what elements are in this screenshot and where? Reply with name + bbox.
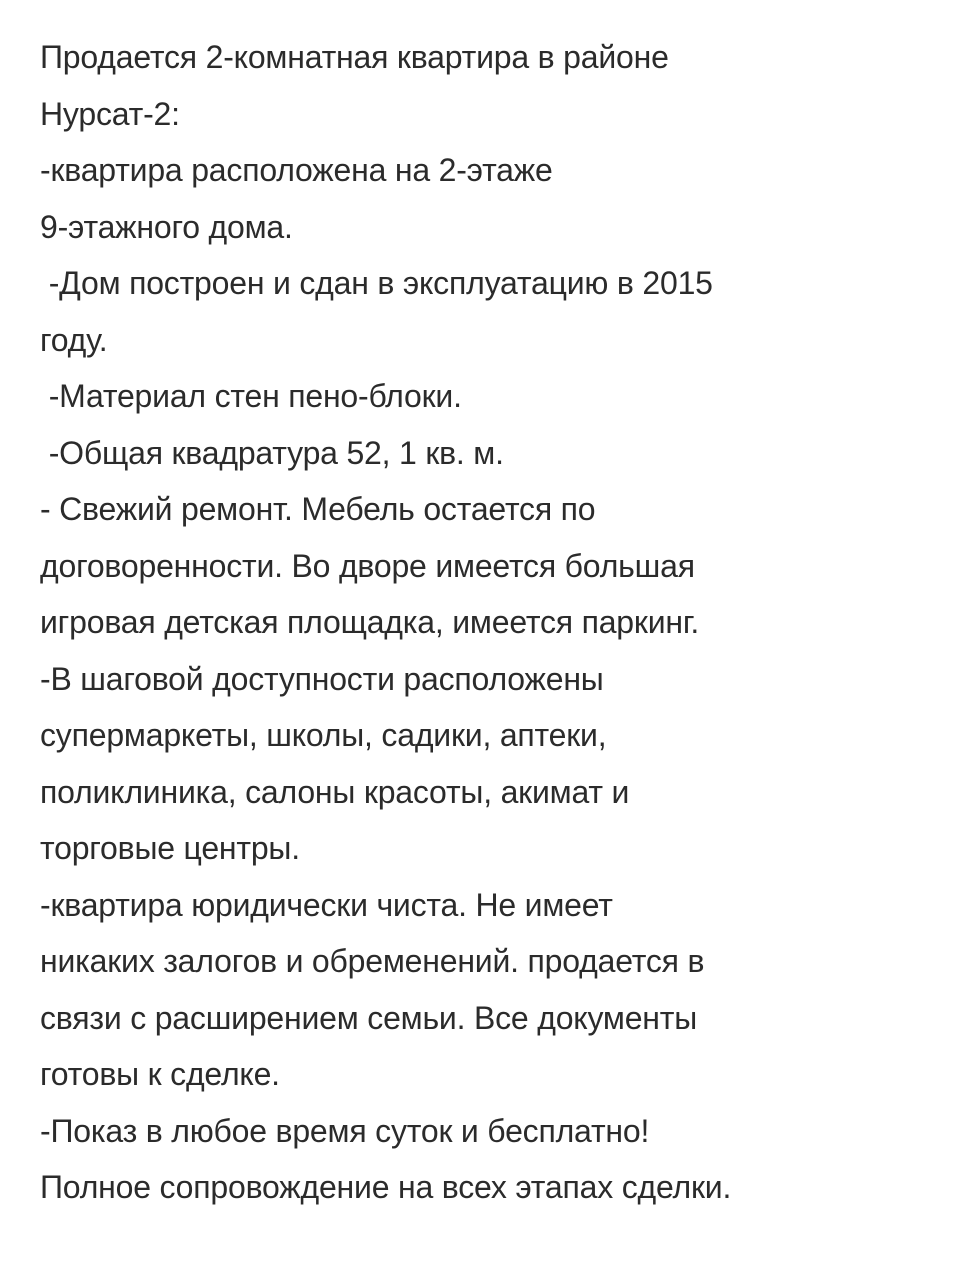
text-line: -квартира юридически чиста. Не имеет — [40, 886, 613, 923]
text-line: игровая детская площадка, имеется паркинг. — [40, 604, 700, 640]
text-line: 9-этажного дома. — [40, 208, 293, 245]
text-line: торговые центры. — [40, 830, 300, 866]
text-line: связи с расширением семьи. Все документы — [40, 999, 698, 1036]
text-line: -Материал стен пено-блоки. — [40, 378, 462, 414]
text-line: Полное сопровождение на всех этапах сделки. — [40, 1169, 732, 1205]
text-line: -квартира расположена на 2-этаже — [40, 152, 553, 188]
message-text — [40, 29, 940, 1216]
text-line: -Показ в любое время суток и бесплатно! — [40, 1112, 650, 1149]
text-line: договоренности. Во дворе имеется большая — [40, 547, 695, 584]
text-line: - Свежий ремонт. Мебель остается по — [40, 491, 596, 527]
text-line: никаких залогов и обременений. продается в — [40, 943, 705, 979]
text-line: Продается 2-комнатная квартира в районе — [40, 39, 669, 75]
text-line: -Общая квадратура 52, 1 кв. м. — [40, 434, 504, 471]
text-line: -В шаговой доступности расположены — [40, 660, 604, 697]
text-line: поликлиника, салоны красоты, акимат и — [40, 773, 630, 810]
text-line: -Дом построен и сдан в эксплуатацию в 2015 — [40, 265, 713, 301]
text-line: году. — [40, 321, 108, 358]
text-line: готовы к сделке. — [40, 1056, 280, 1092]
text-line: супермаркеты, школы, садики, аптеки, — [40, 717, 607, 753]
text-line: Нурсат-2: — [40, 95, 180, 132]
